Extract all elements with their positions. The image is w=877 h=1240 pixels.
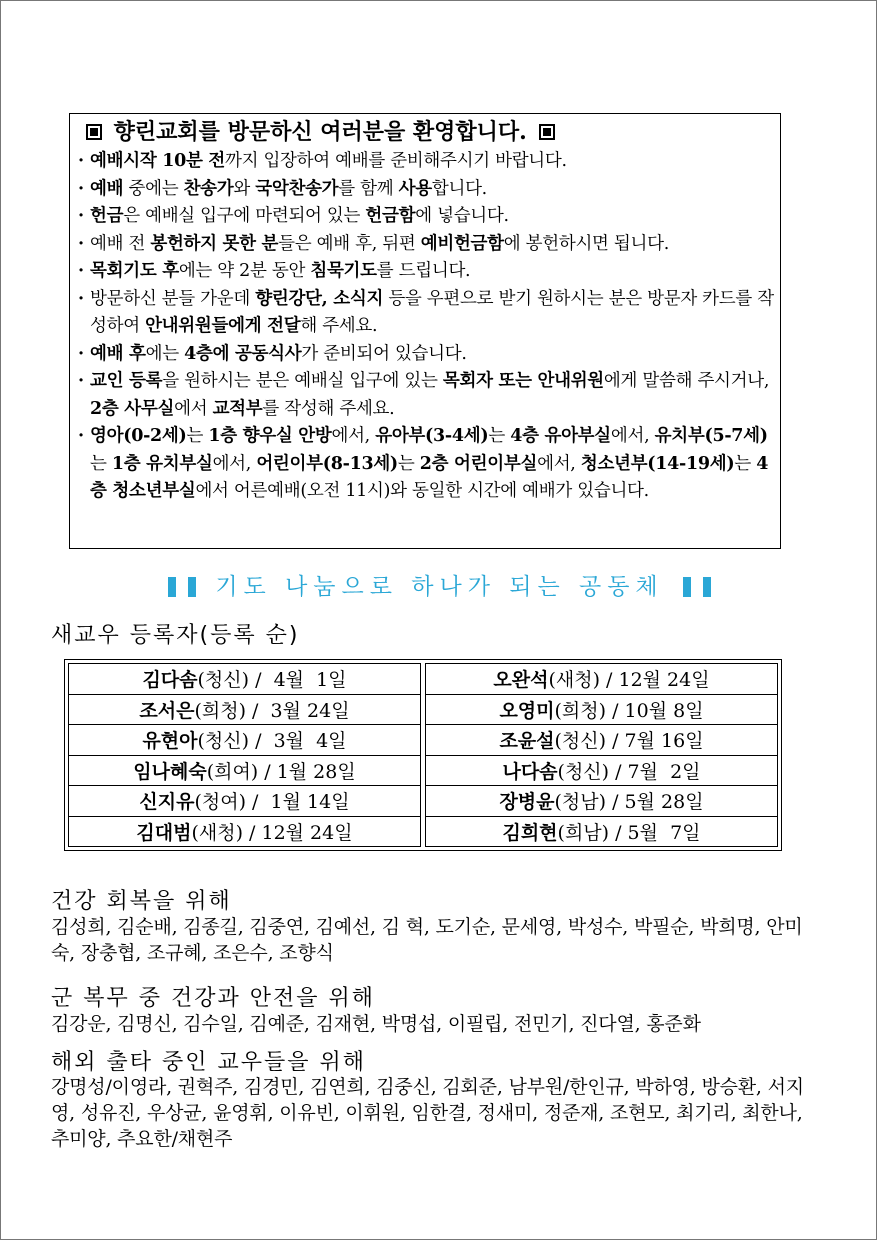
- notice-text: 에는: [145, 343, 185, 364]
- member-group-date: (청남) / 5월 28일: [554, 791, 704, 814]
- member-name: 오영미: [499, 699, 555, 722]
- notice-item: [76, 423, 774, 506]
- member-name: 장병윤: [499, 791, 555, 814]
- notice-emphasis: 침묵기도: [310, 261, 377, 281]
- notice-emphasis: 찬송가: [183, 178, 234, 199]
- notice-item: [76, 368, 774, 423]
- notice-text: 예배 전: [90, 233, 151, 254]
- notice-text: 중에는: [123, 178, 184, 199]
- notice-text: 는: [90, 453, 112, 474]
- member-group-date: (청신) / 7월 2일: [557, 760, 701, 783]
- bar-icon: [168, 577, 176, 597]
- member-group-date: (희여) / 1월 28일: [206, 760, 356, 783]
- new-members-title: 새교우 등록자(등록 순): [51, 623, 300, 648]
- notice-item: [76, 341, 774, 369]
- notice-emphasis: 사용: [398, 178, 432, 199]
- notice-text: 에는 약 2분 동안: [178, 261, 311, 281]
- notice-text: 까지 입장하여 예배를 준비해주시기 바랍니다.: [224, 151, 567, 171]
- notice-text: 합니다.: [431, 178, 487, 199]
- bar-icon: [703, 577, 711, 597]
- notice-text: 에 봉헌하시면 됩니다.: [503, 233, 669, 254]
- notice-emphasis: 헌금함: [365, 206, 416, 226]
- member-group-date: (희남) / 5월 7일: [557, 821, 701, 844]
- new-member-entry: [426, 786, 777, 817]
- notice-text: 방문하신 분들 가운데: [90, 288, 256, 309]
- member-name: 신지유: [139, 791, 195, 814]
- member-name: 김대범: [136, 821, 192, 844]
- notice-text: 를 드립니다.: [376, 261, 471, 281]
- notice-emphasis: 4층 청소년부실: [90, 453, 769, 501]
- notice-text: 에게 말씀해 주시거나,: [603, 371, 770, 391]
- notice-text: 들은 예배 후, 뒤편: [278, 233, 421, 254]
- member-group-date: (청신) / 3월 4일: [197, 730, 347, 753]
- notice-emphasis: 4층 유아부실: [510, 426, 611, 446]
- notice-emphasis: 유아부(3-4세): [375, 426, 489, 446]
- bar-icon: [683, 577, 691, 597]
- notice-text: 에서,: [537, 453, 581, 474]
- notice-emphasis: 영아(0-2세): [90, 426, 187, 446]
- abroad-names: 강명성/이영라, 권혁주, 김경민, 김연희, 김중신, 김회준, 남부원/한인규, 박하영, 방승환, 서지영, 성유진, 우상균, 윤영휘, 이유빈, 이휘원, 임한결, 정새미, 정준재, 조현모, 최기리, 최한나, 추미양, 추요한/채현주: [51, 1076, 804, 1150]
- health-title: 건강 회복을 위해: [51, 889, 232, 914]
- notice-text: 을 원하시는 분은 예배실 입구에 있는: [162, 371, 443, 391]
- new-member-entry: [426, 695, 777, 726]
- health-names: 김성희, 김순배, 김종길, 김중연, 김예선, 김 혁, 도기순, 문세영, 박성수, 박필순, 박희명, 안미숙, 장충협, 조규혜, 조은수, 조향식: [51, 916, 803, 964]
- notice-emphasis: 청소년부(14-19세): [580, 453, 735, 474]
- notice-text: 를 함께: [338, 178, 399, 199]
- member-name: 유현아: [142, 730, 198, 753]
- member-name: 조윤설: [499, 730, 555, 753]
- notice-text: 에서 어른예배(오전 11시)와 동일한 시간에 예배가 있습니다.: [195, 481, 649, 501]
- notice-emphasis: 교인 등록: [90, 371, 163, 391]
- member-name: 나다솜: [502, 760, 558, 783]
- military-title: 군 복무 중 건강과 안전을 위해: [51, 986, 375, 1011]
- notice-text: 는: [488, 426, 511, 446]
- notice-emphasis: 4층에 공동식사: [184, 343, 302, 364]
- member-name: 조서은: [139, 699, 195, 722]
- new-member-entry: [426, 756, 777, 787]
- notice-text: 에서,: [212, 453, 257, 474]
- notice-emphasis: 어린이부(8-13세): [256, 453, 398, 474]
- new-member-entry: [426, 725, 777, 756]
- notice-text: 는: [734, 453, 757, 474]
- notice-text: 에서,: [610, 426, 655, 446]
- notice-emphasis: 1층 유치부실: [111, 453, 213, 474]
- notice-item: [76, 176, 774, 204]
- member-group-date: (청신) / 7월 16일: [554, 730, 704, 753]
- member-name: 김희현: [502, 821, 558, 844]
- notice-emphasis: 목회자 또는 안내위원: [442, 371, 604, 391]
- notice-text: 에서: [174, 398, 213, 419]
- member-group-date: (새청) / 12월 24일: [548, 669, 710, 692]
- member-group-date: (청여) / 1월 14일: [194, 791, 350, 814]
- notice-emphasis: 목회기도 후: [90, 261, 179, 281]
- notice-text: 해 주세요.: [300, 316, 378, 336]
- new-member-entry: [426, 664, 777, 695]
- new-member-entry: [69, 695, 420, 726]
- member-group-date: (희청) / 10월 8일: [554, 699, 704, 722]
- member-name: 김다솜: [142, 669, 198, 692]
- notice-text: 가 준비되어 있습니다.: [301, 343, 467, 364]
- notice-list: [76, 148, 774, 506]
- new-member-entry: [69, 817, 420, 847]
- welcome-title-text: 향린교회를 방문하신 여러분을 환영합니다.: [113, 119, 527, 145]
- new-members-table: [64, 659, 782, 851]
- new-member-entry: [69, 725, 420, 756]
- notice-emphasis: 헌금: [90, 206, 124, 226]
- notice-text: 등을 우편으로 받기 원하시는 분은 방문자 카드를 작성하여: [90, 288, 774, 336]
- notice-text: 와: [233, 178, 256, 199]
- notice-item: [76, 286, 774, 341]
- notice-emphasis: 1층 향우실 안방: [208, 426, 332, 446]
- notice-item: [76, 203, 774, 231]
- notice-emphasis: 예배시작 10분 전: [90, 151, 225, 171]
- prayer-heading: [1, 568, 877, 601]
- member-name: 임나혜숙: [133, 760, 207, 783]
- notice-text: 에서,: [331, 426, 376, 446]
- new-member-entry: [69, 756, 420, 787]
- notice-emphasis: 향린강단, 소식지: [255, 288, 384, 309]
- notice-emphasis: 국악찬송가: [255, 178, 339, 199]
- notice-emphasis: 예배: [90, 178, 124, 199]
- member-group-date: (희청) / 3월 24일: [194, 699, 350, 722]
- military-names: 김강운, 김명신, 김수일, 김예준, 김재현, 박명섭, 이필립, 전민기, 진다열, 홍준화: [51, 1013, 701, 1035]
- welcome-notice-box: [69, 113, 781, 549]
- new-member-entry: [69, 786, 420, 817]
- member-name: 오완석: [493, 669, 549, 692]
- new-member-entry: [426, 817, 777, 847]
- new-members-right-column: [425, 663, 778, 847]
- notice-emphasis: 교적부: [212, 398, 263, 419]
- notice-emphasis: 예비헌금함: [420, 233, 504, 254]
- new-member-entry: [69, 664, 420, 695]
- notice-item: [76, 258, 774, 286]
- notice-item: [76, 148, 774, 176]
- square-bullet-icon: [86, 124, 102, 140]
- notice-emphasis: 2층 어린이부실: [419, 453, 538, 474]
- notice-emphasis: 안내위원들에게 전달: [145, 316, 301, 336]
- square-bullet-icon: [539, 124, 555, 140]
- notice-emphasis: 2층 사무실: [90, 398, 175, 419]
- member-group-date: (새청) / 12월 24일: [191, 821, 353, 844]
- abroad-title: 해외 출타 중인 교우들을 위해: [51, 1050, 366, 1075]
- notice-emphasis: 봉헌하지 못한 분: [150, 233, 279, 254]
- bar-icon: [188, 577, 196, 597]
- member-group-date: (청신) / 4월 1일: [197, 669, 347, 692]
- notice-emphasis: 예배 후: [90, 343, 146, 364]
- notice-text: 를 작성해 주세요.: [262, 398, 395, 419]
- notice-text: 에 넣습니다.: [415, 206, 509, 226]
- new-members-left-column: [68, 663, 421, 847]
- notice-emphasis: 유치부(5-7세): [654, 426, 768, 446]
- notice-item: [76, 231, 774, 259]
- notice-text: 은 예배실 입구에 마련되어 있는: [123, 206, 366, 226]
- prayer-heading-text: 기도 나눔으로 하나가 되는 공동체: [215, 574, 664, 600]
- notice-text: 는: [186, 426, 209, 446]
- welcome-title: [82, 116, 774, 148]
- notice-text: 는: [397, 453, 420, 474]
